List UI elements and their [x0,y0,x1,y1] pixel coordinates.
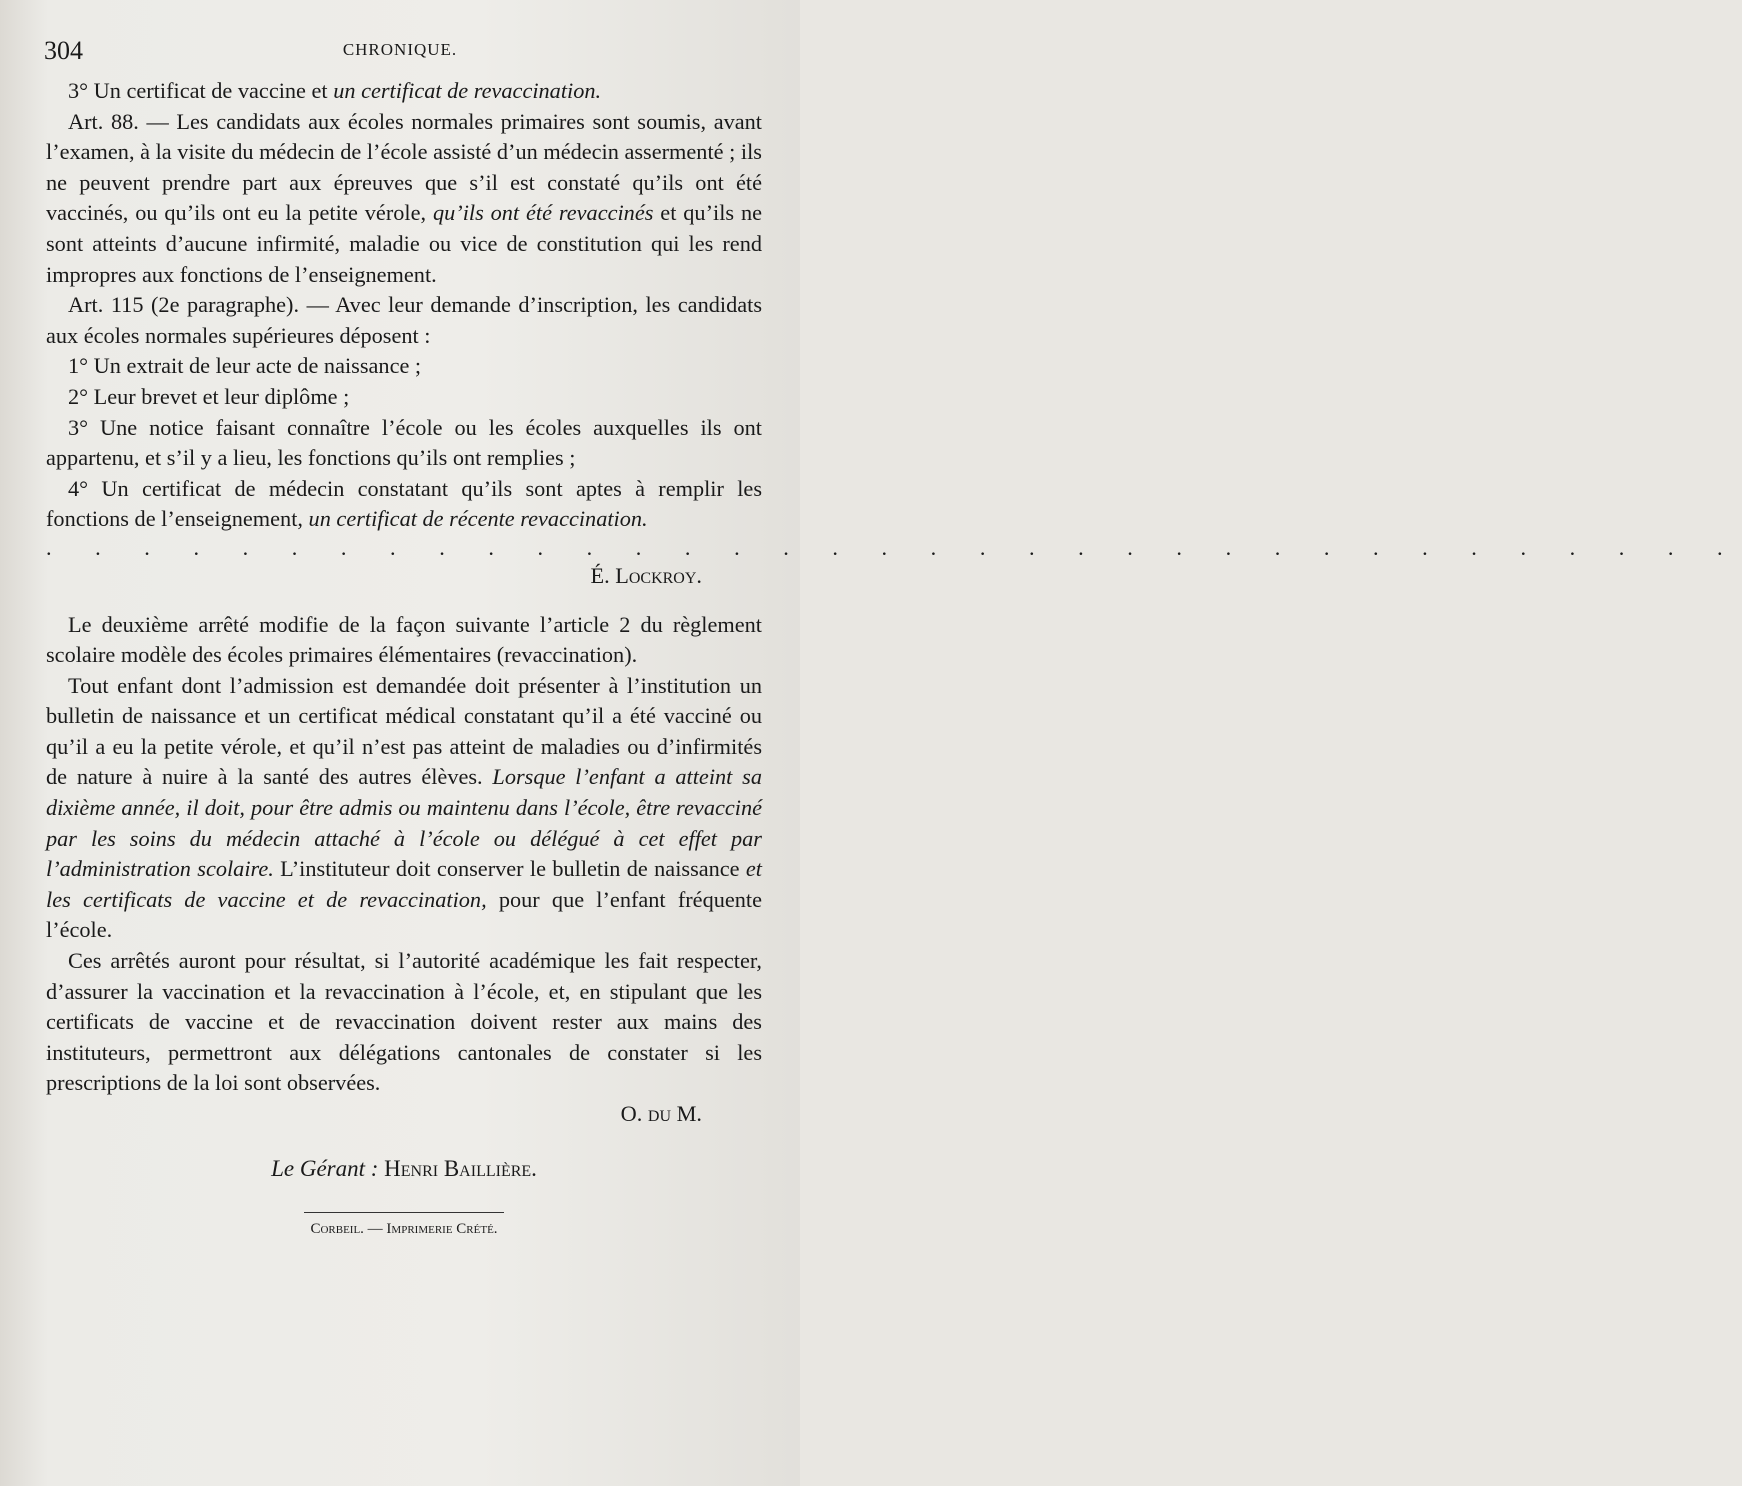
running-head: CHRONIQUE. [342,40,458,59]
gerant-name: Henri Baillière. [384,1155,537,1181]
paragraph-rule [46,671,762,946]
list-item-1: 1° Un extrait de leur acte de naissance ; [68,353,422,379]
page-header [44,36,756,70]
text-run: Art. 88. — Les candidats aux écoles normales primaires sont soumis, avant l’examen, à la visite du médecin de l’école assisté d’un médecin assermenté ; ils ne peuvent prendre part aux épreuves que s’il est constaté qu’ils ont été vaccinés, ou qu’ils ont eu la petite vérole, [46,108,762,226]
text-run: 4° Un certificat de médecin constatant qu’ils sont aptes à remplir les fonctions de l’enseignement, [46,475,762,532]
text-run: Tout enfant dont l’admission est demandée doit présenter à l’institution un bulletin de naissance et un certificat médical constatant qu’il a été vacciné ou qu’il a eu la petite vérole, et qu’il n’est pas atteint de maladies ou d’infirmités de nature à nuire à la santé des autres élèves. [46,672,762,790]
text-run: pour que l’enfant fréquente l’école. [46,886,762,943]
printer-imprint: Corbeil. — Imprimerie Crété. [310,1221,498,1238]
paragraph-art-88 [46,107,762,291]
text-run: L’instituteur doit conserver le bulletin de naissance [273,856,746,882]
text-run: 3° Un certificat de vaccine et [68,78,334,103]
italic-run: et les certificats de vaccine et de revaccination, [46,856,762,912]
gerant-line [46,1154,762,1185]
italic-run: un certificat de revaccination. [333,78,602,103]
italic-run: Lorsque l’enfant a atteint sa dixième année, il doit, pour être admis ou maintenu dans l’école, être revacciné par les soins du médecin attaché à l’école ou délégué à cet effet par l’administration scolaire. [46,764,762,882]
article-body [46,76,1742,1239]
paragraph-conclusion: Ces arrêtés auront pour résultat, si l’autorité académique les fait respecter, d’assurer la vaccination et la revaccination à l’école, et, en stipulant que les certificats de vaccine et de revaccination doivent rester aux mains des instituteurs, permettront aux délégations cantonales de constater si les prescriptions de la loi sont observées. [46,948,762,1096]
page-number: 304 [44,36,83,65]
italic-run: qu’ils ont été revaccinés [432,200,654,226]
ellipsis-row: . . . . . . . . . . . . . . . . . . . . . . . . . . . . . . . . . . . [46,534,1742,560]
signature-odum: O. du M. [620,1101,702,1126]
list-item-4 [46,474,762,535]
paragraph-second-decree: Le deuxième arrêté modifie de la façon suivante l’article 2 du règlement scolaire modèle des écoles primaires élémentaires (revaccination). [46,611,762,668]
list-item-3: 3° Une notice faisant connaître l’école ou les écoles auxquelles ils ont appartenu, et s’il y a lieu, les fonctions qu’ils ont remplies ; [46,414,762,471]
gerant-label: Le Gérant : [271,1155,379,1181]
list-item-2: 2° Leur brevet et leur diplôme ; [68,383,350,409]
text-run: et qu’ils ne sont atteints d’aucune infirmité, maladie ou vice de constitution qui les rend impropres aux fonctions de l’enseignement. [46,200,762,287]
signature-lockroy: É. Lockroy. [590,562,702,588]
paragraph-item-3 [46,76,762,107]
printer-rule [304,1212,504,1213]
paragraph-art-115: Art. 115 (2e paragraphe). — Avec leur demande d’inscription, les candidats aux écoles normales supérieures déposent : [46,292,762,348]
italic-run: un certificat de récente revaccination. [308,506,648,532]
